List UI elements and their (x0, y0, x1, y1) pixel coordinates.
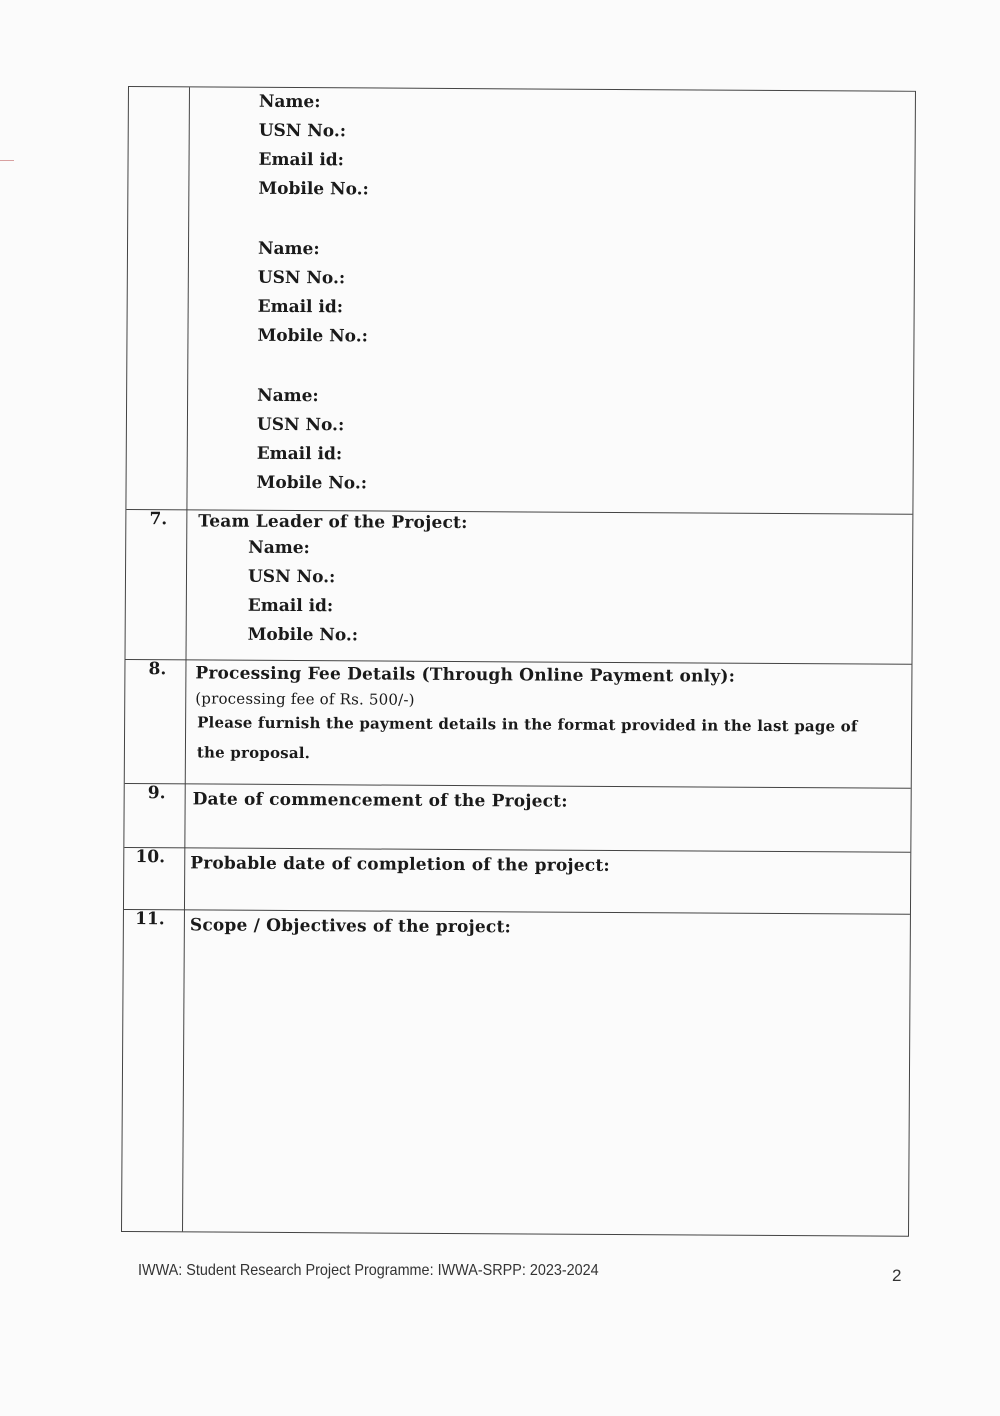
member-mobile-label: Mobile No.: (257, 325, 369, 347)
row-number-9: 9. (147, 783, 166, 804)
member-name-label: Name: (258, 91, 321, 113)
commencement-date-label: Date of commencement of the Project: (192, 789, 568, 812)
scope-objectives-label: Scope / Objectives of the project: (189, 915, 512, 938)
row-divider (125, 783, 911, 789)
margin-mark (0, 160, 14, 161)
member-mobile-label: Mobile No.: (258, 178, 369, 200)
form-table (121, 86, 916, 1237)
member-email-label: Email id: (256, 443, 343, 465)
member-1 (258, 88, 369, 205)
member-email-label: Email id: (257, 296, 344, 318)
completion-date-label: Probable date of completion of the project: (190, 853, 610, 876)
leader-usn-label: USN No.: (247, 566, 336, 588)
member-name-label: Name: (257, 238, 320, 260)
team-leader-details (248, 534, 359, 651)
row-number-7: 7. (149, 509, 168, 530)
leader-mobile-label: Mobile No.: (247, 624, 359, 646)
payment-instructions-line-2: the proposal. (196, 743, 311, 763)
member-3 (256, 382, 367, 499)
member-2 (257, 235, 368, 352)
leader-name-label: Name: (248, 537, 310, 559)
team-leader-title: Team Leader of the Project: (198, 511, 468, 534)
footer-programme-text: IWWA: Student Research Project Programme: IWWA-SRPP: 2023-2024 (138, 1262, 599, 1279)
row-divider (124, 847, 910, 853)
row-number-10: 10. (135, 847, 166, 868)
member-usn-label: USN No.: (257, 267, 346, 289)
row-number-11: 11. (135, 909, 165, 930)
leader-email-label: Email id: (247, 595, 334, 617)
member-email-label: Email id: (258, 149, 345, 171)
member-name-label: Name: (257, 385, 319, 407)
member-usn-label: USN No.: (258, 120, 347, 142)
processing-fee-amount: (processing fee of Rs. 500/-) (195, 689, 415, 709)
page-number: 2 (892, 1266, 902, 1285)
member-usn-label: USN No.: (256, 414, 345, 436)
row-divider (124, 909, 910, 915)
payment-instructions-line-1: Please furnish the payment details in the format provided in the last page of (197, 713, 858, 736)
processing-fee-title: Processing Fee Details (Through Online Payment only): (195, 663, 736, 687)
row-number-8: 8. (148, 659, 167, 680)
member-mobile-label: Mobile No.: (256, 472, 368, 494)
